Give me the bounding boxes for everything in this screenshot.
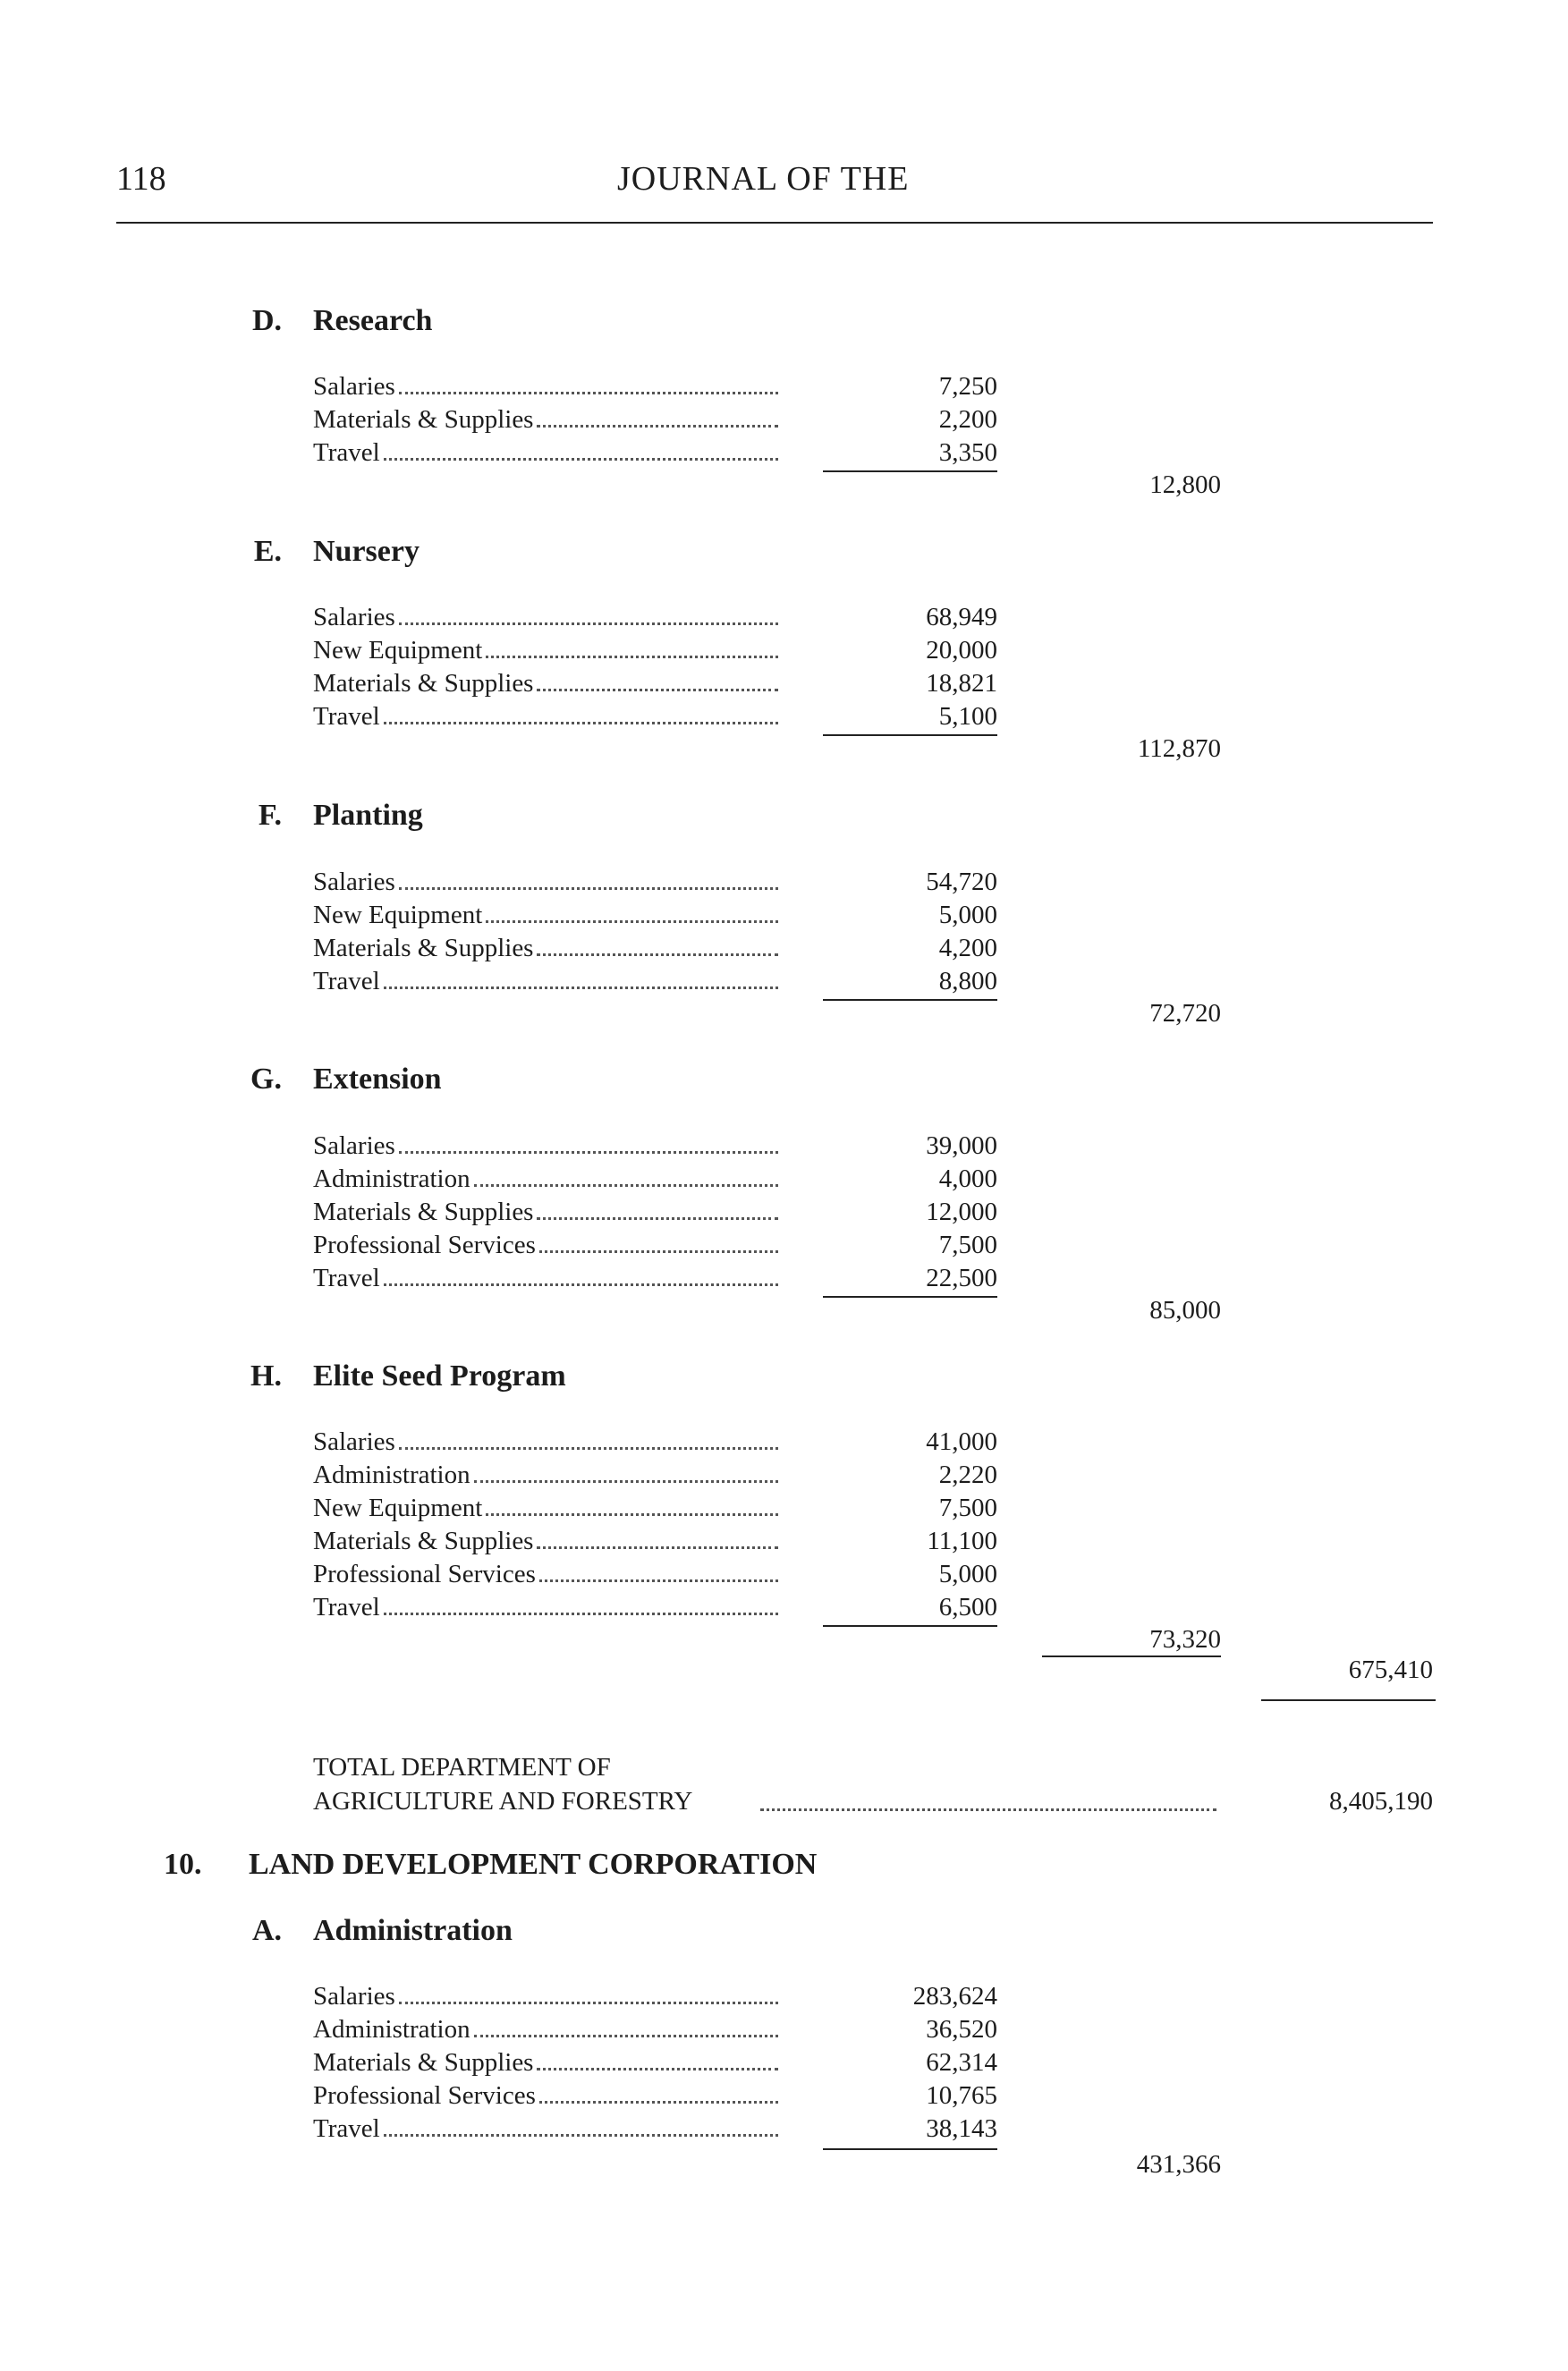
- line-item: [313, 934, 778, 966]
- line-item-value: 68,949: [926, 603, 997, 631]
- line-item: [313, 1560, 778, 1592]
- line-item-value: 22,500: [926, 1264, 997, 1292]
- line-item: [313, 372, 778, 404]
- line-item-label: Materials & Supplies: [313, 1527, 534, 1555]
- line-item-label: Professional Services: [313, 2081, 536, 2110]
- section-title: Elite Seed Program: [313, 1359, 566, 1393]
- line-item-label: Salaries: [313, 603, 395, 631]
- line-item: [313, 1982, 778, 2014]
- line-item: [313, 2114, 778, 2147]
- subtotal-rule: [823, 2148, 997, 2150]
- leader-dots: [399, 1447, 778, 1450]
- leader-dots: [486, 920, 778, 923]
- section-subtotal: 12,800: [1149, 470, 1221, 499]
- section-letter: H.: [250, 1359, 282, 1393]
- line-item-label: Administration: [313, 1164, 470, 1193]
- line-item-value: 62,314: [926, 2048, 997, 2077]
- line-item-label: New Equipment: [313, 901, 483, 929]
- leader-dots: [474, 1184, 778, 1187]
- line-item-label: Administration: [313, 1461, 470, 1489]
- subtotal-rule: [823, 470, 997, 472]
- leader-dots: [384, 458, 778, 461]
- leader-dots: [384, 2134, 778, 2137]
- line-item-value: 8,800: [938, 967, 997, 995]
- line-item-label: Salaries: [313, 1427, 395, 1456]
- subtotal-rule: [823, 1625, 997, 1627]
- subtotal-rule: [823, 1296, 997, 1298]
- leader-dots: [760, 1808, 1216, 1811]
- leader-dots: [537, 1546, 778, 1549]
- leader-dots: [474, 2035, 778, 2037]
- line-item: [313, 2081, 778, 2113]
- line-item: [313, 438, 778, 470]
- line-item-label: Professional Services: [313, 1231, 536, 1259]
- page-number: 118: [116, 160, 166, 198]
- line-item: [313, 1593, 778, 1625]
- leader-dots: [384, 1283, 778, 1286]
- subtotal-rule: [823, 734, 997, 736]
- leader-dots: [384, 722, 778, 724]
- line-item-value: 2,220: [938, 1461, 997, 1489]
- section-title: Nursery: [313, 535, 420, 568]
- section-title: Administration: [313, 1914, 513, 1947]
- line-item: [313, 1461, 778, 1493]
- section-title: Planting: [313, 799, 423, 832]
- leader-dots: [474, 1480, 778, 1483]
- line-item: [313, 901, 778, 933]
- line-item: [313, 1164, 778, 1197]
- agriculture-subtotal: 675,410: [1348, 1655, 1433, 1684]
- leader-dots: [537, 1217, 778, 1220]
- leader-dots: [399, 392, 778, 394]
- line-item: [313, 405, 778, 437]
- leader-dots: [537, 2068, 778, 2070]
- line-item-value: 7,500: [938, 1494, 997, 1522]
- section-letter: E.: [253, 535, 282, 568]
- leader-dots: [539, 1579, 778, 1582]
- line-item: [313, 1264, 778, 1296]
- line-item-label: Materials & Supplies: [313, 2048, 534, 2077]
- line-item-value: 20,000: [926, 636, 997, 665]
- leader-dots: [399, 1151, 778, 1154]
- line-item-value: 18,821: [926, 669, 997, 698]
- section-letter: F.: [258, 799, 282, 832]
- line-item: [313, 2015, 778, 2047]
- line-item-label: Materials & Supplies: [313, 934, 534, 962]
- total-department-value: 8,405,190: [1329, 1787, 1433, 1816]
- leader-dots: [399, 622, 778, 625]
- subtotal-rule: [823, 999, 997, 1001]
- line-item-value: 5,100: [938, 702, 997, 731]
- leader-dots: [539, 2101, 778, 2104]
- line-item-label: New Equipment: [313, 636, 483, 665]
- line-item-label: Travel: [313, 1264, 380, 1292]
- line-item-label: Travel: [313, 438, 380, 467]
- line-item-value: 41,000: [926, 1427, 997, 1456]
- line-item: [313, 1231, 778, 1263]
- leader-dots: [486, 656, 778, 658]
- line-item: [313, 1494, 778, 1526]
- leader-dots: [537, 953, 778, 956]
- section-number: 10.: [164, 1848, 202, 1881]
- section-title: Research: [313, 304, 433, 337]
- leader-dots: [486, 1513, 778, 1516]
- total-department-line2: AGRICULTURE AND FORESTRY: [313, 1787, 693, 1816]
- line-item: [313, 636, 778, 668]
- line-item: [313, 1427, 778, 1460]
- section-subtotal: 112,870: [1137, 734, 1221, 763]
- leader-dots: [537, 689, 778, 691]
- line-item-label: Materials & Supplies: [313, 669, 534, 698]
- line-item-value: 5,000: [938, 901, 997, 929]
- header-rule: [116, 222, 1433, 224]
- line-item-value: 36,520: [926, 2015, 997, 2044]
- section-subtotal: 72,720: [1149, 999, 1221, 1028]
- line-item-label: Materials & Supplies: [313, 1198, 534, 1226]
- total-department-line1: TOTAL DEPARTMENT OF: [313, 1753, 611, 1782]
- line-item-label: Salaries: [313, 1982, 395, 2011]
- grand-total-rule: [1261, 1699, 1436, 1701]
- line-item-label: Travel: [313, 1593, 380, 1622]
- leader-dots: [384, 987, 778, 989]
- line-item-value: 38,143: [926, 2114, 997, 2143]
- line-item: [313, 702, 778, 734]
- line-item-value: 4,000: [938, 1164, 997, 1193]
- line-item-label: Salaries: [313, 868, 395, 896]
- line-item: [313, 868, 778, 900]
- line-item: [313, 2048, 778, 2080]
- line-item-value: 54,720: [926, 868, 997, 896]
- line-item-label: Salaries: [313, 1131, 395, 1160]
- line-item: [313, 967, 778, 999]
- line-item-value: 6,500: [938, 1593, 997, 1622]
- section-letter: A.: [251, 1914, 282, 1947]
- line-item-label: Professional Services: [313, 1560, 536, 1588]
- section-subtotal: 73,320: [1149, 1625, 1221, 1654]
- section-title: Extension: [313, 1063, 442, 1096]
- line-item-label: Travel: [313, 702, 380, 731]
- line-item-value: 12,000: [926, 1198, 997, 1226]
- line-item: [313, 669, 778, 701]
- leader-dots: [399, 2002, 778, 2004]
- line-item-label: New Equipment: [313, 1494, 483, 1522]
- total-rule: [1042, 1655, 1221, 1657]
- page-header: [116, 159, 1433, 222]
- line-item-label: Salaries: [313, 372, 395, 401]
- line-item-value: 10,765: [926, 2081, 997, 2110]
- leader-dots: [537, 425, 778, 428]
- line-item-value: 39,000: [926, 1131, 997, 1160]
- line-item-value: 2,200: [938, 405, 997, 434]
- line-item-value: 4,200: [938, 934, 997, 962]
- line-item-value: 11,100: [927, 1527, 997, 1555]
- leader-dots: [399, 887, 778, 890]
- line-item-value: 3,350: [938, 438, 997, 467]
- line-item: [313, 1527, 778, 1559]
- line-item: [313, 1198, 778, 1230]
- line-item: [313, 603, 778, 635]
- section-subtotal: 85,000: [1149, 1296, 1221, 1325]
- line-item-value: 7,500: [938, 1231, 997, 1259]
- line-item-value: 7,250: [938, 372, 997, 401]
- line-item-label: Travel: [313, 2114, 380, 2143]
- line-item-value: 283,624: [912, 1982, 997, 2011]
- line-item-label: Administration: [313, 2015, 470, 2044]
- line-item-label: Materials & Supplies: [313, 405, 534, 434]
- line-item-value: 5,000: [938, 1560, 997, 1588]
- line-item-label: Travel: [313, 967, 380, 995]
- journal-title: JOURNAL OF THE: [617, 160, 910, 198]
- leader-dots: [539, 1250, 778, 1253]
- section-letter: D.: [251, 304, 282, 337]
- leader-dots: [384, 1613, 778, 1615]
- section-subtotal: 431,366: [1136, 2150, 1221, 2179]
- line-item: [313, 1131, 778, 1164]
- section-heading: LAND DEVELOPMENT CORPORATION: [249, 1848, 818, 1881]
- section-letter: G.: [250, 1063, 282, 1096]
